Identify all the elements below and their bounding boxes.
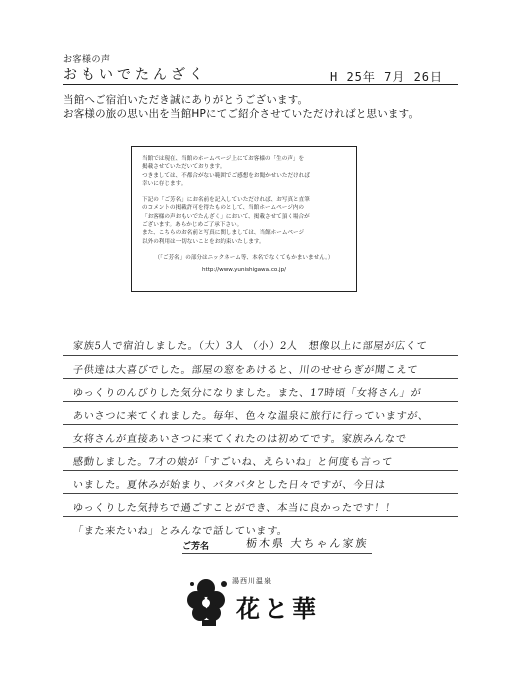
comment-line: あいさつに来てくれました。毎年、色々な温泉に旅行に行っていますが、 (72, 411, 430, 422)
header-label: お客様の声 (63, 55, 111, 65)
comment-line: 「また来たいね」とみんなで話しています。 (72, 526, 289, 537)
header-divider (63, 84, 458, 85)
ruled-line (63, 447, 458, 448)
notice-box (131, 146, 357, 292)
notice-line: 掲載させていただいております。 (142, 164, 226, 171)
notice-note: （「ご芳名」の部分はニックネーム等、本名でなくてもかまいません。） (154, 254, 334, 261)
page-title: おもいでたんざく (63, 67, 207, 83)
notice-line: のコメントの掲載許可を得たものとして、当館ホームページ内の (142, 205, 304, 212)
notice-line: ございます。あらかじめご了承下さい。 (142, 222, 243, 229)
ruled-line (63, 516, 458, 517)
notice-line: 当館では現在、当館のホームページ上にてお客様の「生の声」を (142, 156, 305, 162)
ruled-line (63, 378, 458, 379)
intro-line-2: お客様の旅の思い出を当館HPにてご紹介させていただければと思います。 (63, 108, 420, 120)
ruled-line (63, 355, 458, 356)
comment-line: 子供達は大喜びでした。部屋の窓をあけると、川のせせらぎが聞こえて (72, 365, 419, 376)
intro-line-1: 当館へご宿泊いただき誠にありがとうございます。 (63, 94, 309, 106)
ruled-line (63, 493, 458, 494)
comment-line: 家族5人で宿泊しました。（大）3人 （小）2人 想像以上に部屋が広くて (72, 341, 428, 352)
comment-line: ゆっくりした気持ちで過ごすことができ、本当に良かったです！！ (72, 503, 397, 514)
comment-line: 女将さんが直接あいさつに来てくれたのは初めてです。家族みんなで (72, 434, 407, 445)
notice-line: 「お客様の声おもいでたんざく」において、掲載させて頂く場合が (142, 213, 310, 220)
signature-line (182, 553, 372, 554)
notice-line: 幸いに存じます。 (142, 180, 187, 187)
signature-name: 栃木県 大ちゃん家族 (245, 537, 370, 550)
comment-line: いました。夏休みが始まり、バタバタとした日々ですが、今日は (72, 480, 387, 491)
ruled-line (63, 470, 458, 471)
ruled-line (63, 424, 458, 425)
logo-subtitle: 湯西川温泉 (232, 577, 272, 585)
comment-line: 感動しました。7才の娘が「すごいね、えらいね」と何度も言って (72, 457, 394, 468)
notice-spacer (142, 188, 346, 196)
website-url: http://www.yunishigawa.co.jp/ (201, 267, 287, 274)
notice-line: 以外の利用は一切ないことをお約束いたします。 (142, 238, 265, 245)
notice-spacer (142, 246, 346, 254)
ruled-line (63, 401, 458, 402)
notice-line: つきましては、不都合がない範囲でご感想をお聞かせいただければ (142, 172, 310, 179)
logo-name: 花と華 (236, 594, 320, 623)
notice-line: また、こちらのお名前と写真に関しましては、当館ホームページ (142, 230, 305, 237)
flower-icon (184, 570, 234, 630)
comment-line: ゆっくりのんびりした気分になりました。また、17時頃「女将さん」が (72, 388, 422, 399)
date-field: H 25年 7月 26日 (330, 70, 444, 84)
notice-line: 下記の「ご芳名」にお名前を記入していただければ、お写真と直筆 (142, 197, 310, 204)
signature-label: ご芳名 (182, 542, 210, 552)
